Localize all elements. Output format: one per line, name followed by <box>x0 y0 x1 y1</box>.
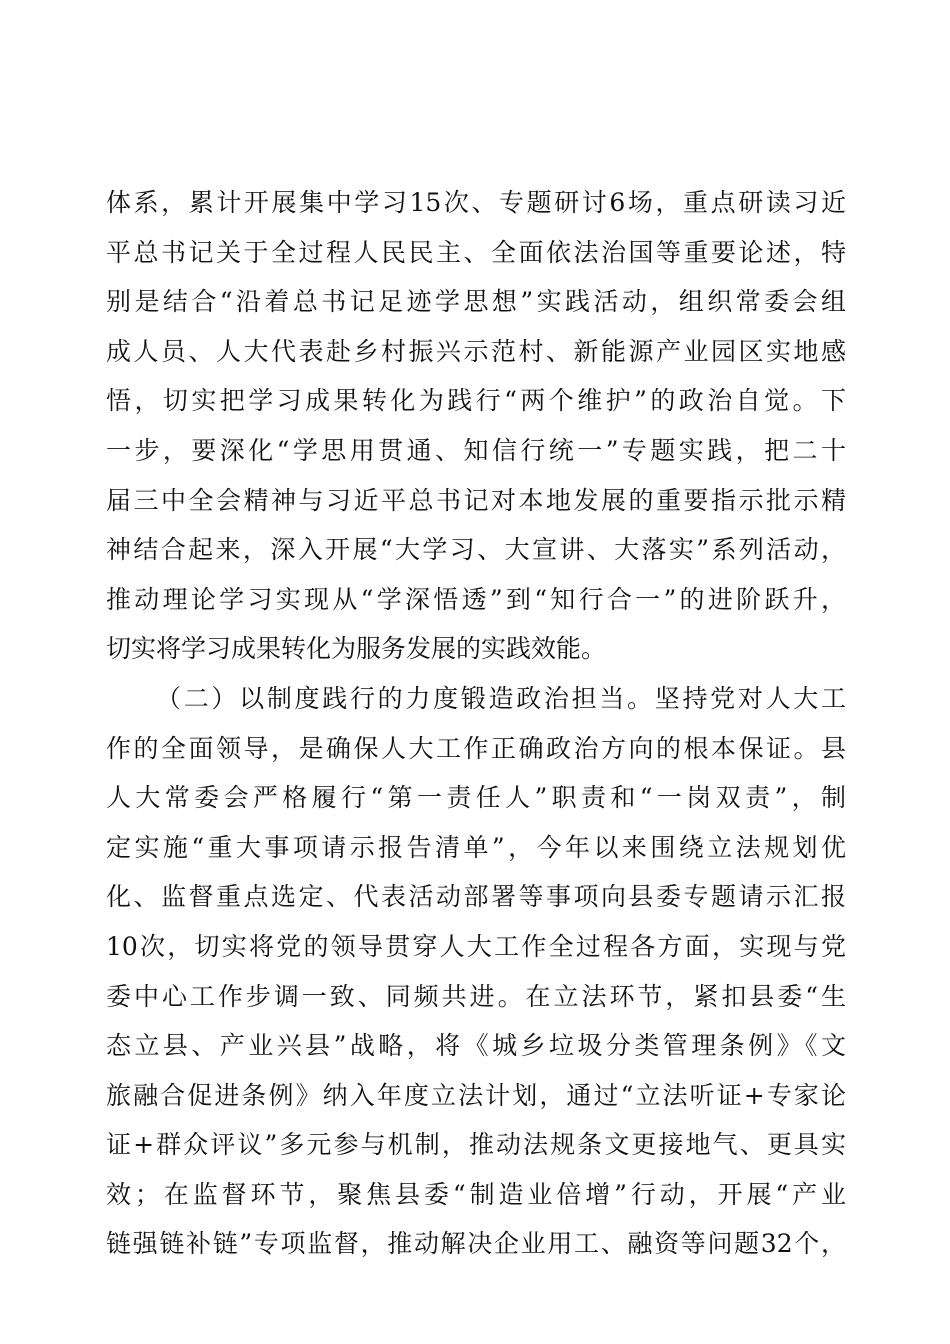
text-line: 态立县、产业兴县”战略，将《城乡垃圾分类管理条例》《文 <box>106 1031 846 1061</box>
text-line: 切实将学习成果转化为服务发展的实践效能。 <box>106 634 607 664</box>
text-line: 链强链补链”专项监督，推动解决企业用工、融资等问题32个， <box>106 1229 846 1259</box>
paragraph-2 <box>106 674 846 1269</box>
text-line: 委中心工作步调一致、同频共进。在立法环节，紧扣县委“生 <box>106 981 846 1011</box>
text-line: 效；在监督环节，聚焦县委“制造业倍增”行动，开展“产业 <box>106 1179 846 1209</box>
text-line: 10次，切实将党的领导贯穿人大工作全过程各方面，实现与党 <box>106 931 846 961</box>
text-line: 旅融合促进条例》纳入年度立法计划，通过“立法听证+专家论 <box>106 1080 846 1110</box>
text-line: 证+群众评议”多元参与机制，推动法规条文更接地气、更具实 <box>106 1130 846 1160</box>
text-line: 人大常委会严格履行“第一责任人”职责和“一岗双责”，制 <box>106 783 846 813</box>
section-heading-line: （二）以制度践行的力度锻造政治担当。坚持党对人大工 <box>156 683 846 713</box>
text-line: 别是结合“沿着总书记足迹学思想”实践活动，组织常委会组 <box>106 287 846 317</box>
text-line: 届三中全会精神与习近平总书记对本地发展的重要指示批示精 <box>106 485 846 515</box>
text-line: 体系，累计开展集中学习15次、专题研讨6场，重点研读习近 <box>106 188 846 217</box>
body-text <box>106 178 846 1269</box>
text-line: 神结合起来，深入开展“大学习、大宣讲、大落实”系列活动， <box>106 535 846 565</box>
text-line: 一步，要深化“学思用贯通、知信行统一”专题实践，把二十 <box>106 435 846 465</box>
text-line: 化、监督重点选定、代表活动部署等事项向县委专题请示汇报 <box>106 882 846 912</box>
text-line: 定实施“重大事项请示报告清单”，今年以来围绕立法规划优 <box>106 832 846 862</box>
paragraph-1 <box>106 178 846 674</box>
text-line: 成人员、人大代表赴乡村振兴示范村、新能源产业园区实地感 <box>106 336 846 366</box>
text-line: 悟，切实把学习成果转化为践行“两个维护”的政治自觉。下 <box>106 386 846 416</box>
text-line: 平总书记关于全过程人民民主、全面依法治国等重要论述，特 <box>106 237 846 267</box>
text-line: 作的全面领导，是确保人大工作正确政治方向的根本保证。县 <box>106 733 846 763</box>
text-line: 推动理论学习实现从“学深悟透”到“知行合一”的进阶跃升， <box>106 584 846 614</box>
